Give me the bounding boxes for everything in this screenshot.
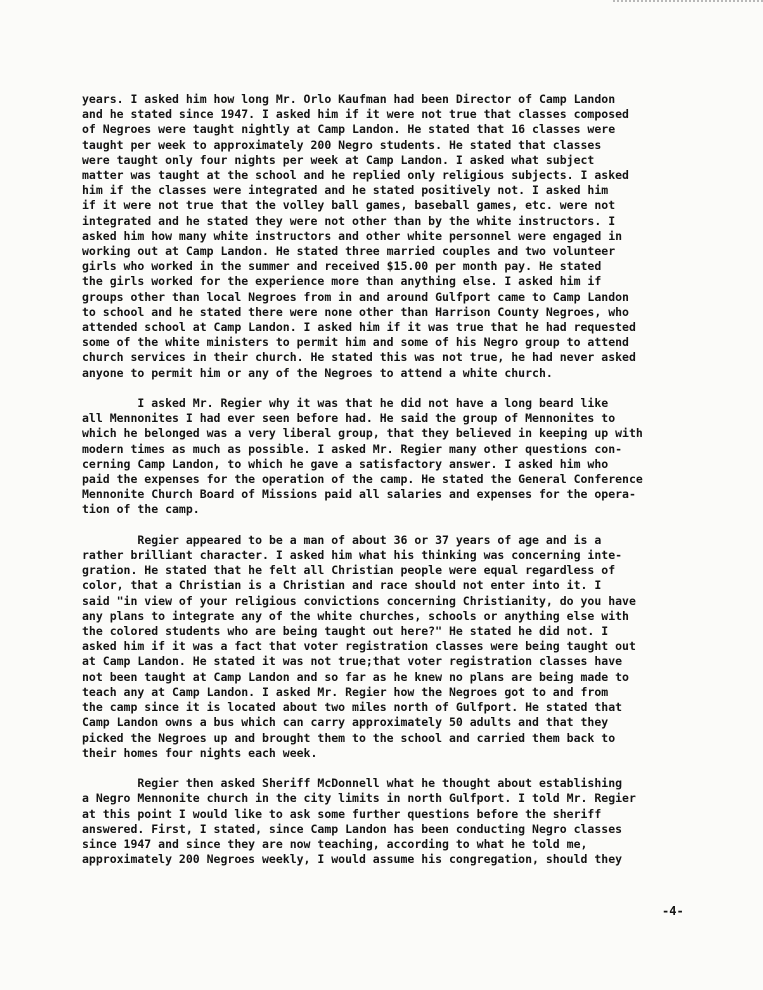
paragraph-2: I asked Mr. Regier why it was that he did not have a long beard like all Mennonites I had ever seen before had. He said the group of Mennonites to which he belonged was a very liberal group, that they believed in keeping up with modern times as much as possible. I asked Mr. Regier many other questions con- cerning Camp Landon, to which he gave a satisfactory answer. I asked him who paid the expenses for the operation of the camp. He stated the General Conference Mennonite Church Board of Missions paid all salaries and expenses for the opera- tion of the camp. xyxy=(82,396,643,517)
page-number: -4- xyxy=(662,904,684,918)
paragraph-4: Regier then asked Sheriff McDonnell what he thought about establishing a Negro Mennonite church in the city limits in north Gulfport. I told Mr. Regier at this point I would like to ask some further questions before the sheriff answered. First, I stated, since Camp Landon has been conducting Negro classes since 1947 and since they are now teaching, according to what he told me, approximately 200 Negroes weekly, I would assume his congregation, should they xyxy=(82,776,636,867)
paragraph-1: years. I asked him how long Mr. Orlo Kaufman had been Director of Camp Landon and he stated since 1947. I asked him if it were not true that classes composed of Negroes were taught nightly at Camp Landon. He stated that 16 classes were taught per week to approximately 200 Negro students. He stated that classes were taught only four nights per week at Camp Landon. I asked what subject matter was taught at the school and he replied only religious subjects. I asked him if the classes were integrated and he stated positively not. I asked him if it were not true that the volley ball games, baseball games, etc. were not integrated and he stated they were not other than by the white instructors. I asked him how many white instructors and other white personnel were engaged in working out at Camp Landon. He stated three married couples and two volunteer girls who worked in the summer and received $15.00 per month pay. He stated the girls worked for the experience more than anything else. I asked him if groups other than local Negroes from in and around Gulfport came to Camp Landon to school and he stated there were none other than Harrison County Negroes, who attended school at Camp Landon. I asked him if it was true that he had requested some of the white ministers to permit him and some of his Negro group to attend church services in their church. He stated this was not true, he had never asked anyone to permit him or any of the Negroes to attend a white church. xyxy=(82,92,636,380)
document-body xyxy=(82,92,712,883)
paragraph-3: Regier appeared to be a man of about 36 or 37 years of age and is a rather brilliant character. I asked him what his thinking was concerning inte- gration. He stated that he felt all Christian people were equal regardless of color, that a Christian is a Christian and race should not enter into it. I said "in view of your religious convictions concerning Christianity, do you have any plans to integrate any of the white churches, schools or anything else with the colored students who are being taught out here?" He stated he did not. I asked him if it was a fact that voter registration classes were being taught out at Camp Landon. He stated it was not true;that voter registration classes have not been taught at Camp Landon and so far as he knew no plans are being made to teach any at Camp Landon. I asked Mr. Regier how the Negroes got to and from the camp since it is located about two miles north of Gulfport. He stated that Camp Landon owns a bus which can carry approximately 50 adults and that they picked the Negroes up and brought them to the school and carried them back to their homes four nights each week. xyxy=(82,532,636,760)
scan-edge-mark xyxy=(613,0,763,8)
